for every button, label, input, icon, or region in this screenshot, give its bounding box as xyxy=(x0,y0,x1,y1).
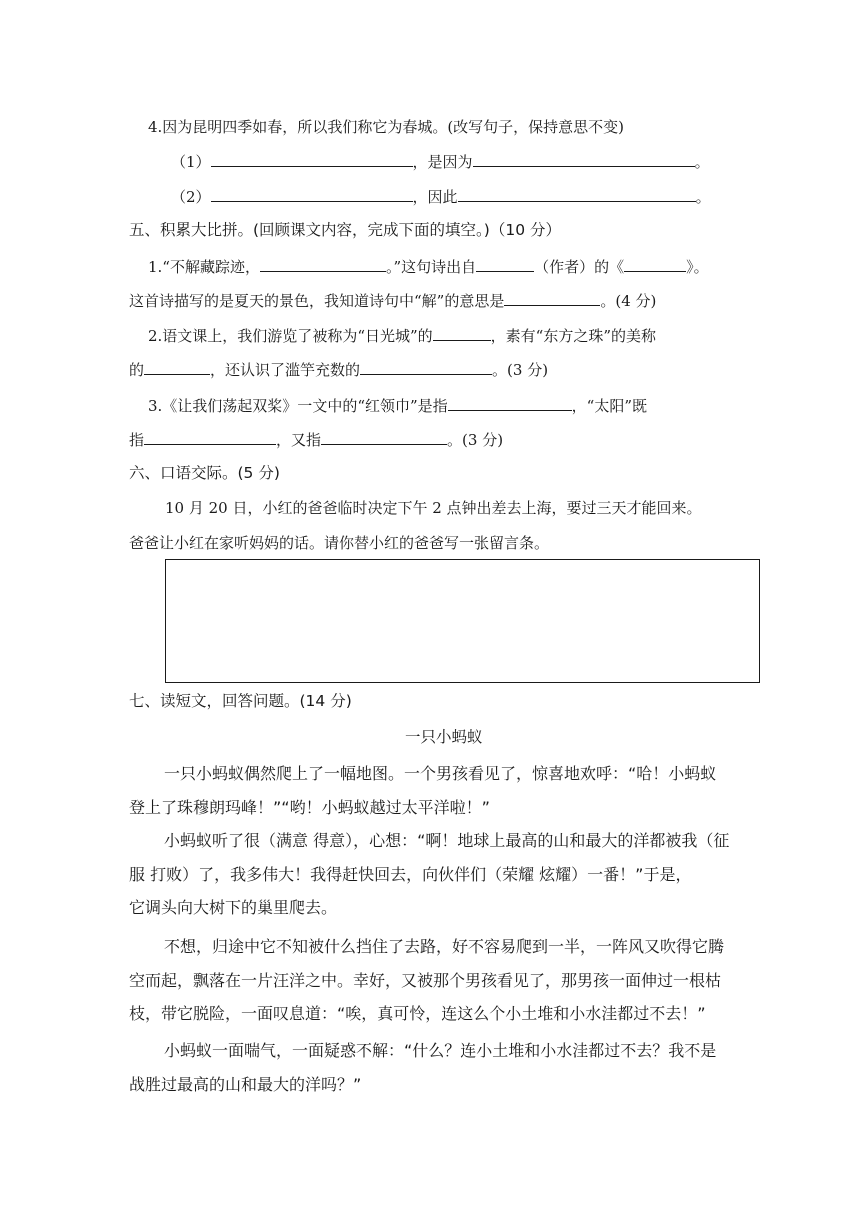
answer-blank[interactable] xyxy=(144,358,210,375)
s5-item3-line1 xyxy=(148,394,647,417)
s5-item1-text-f: 。(4 分) xyxy=(600,292,657,310)
passage-p3-line2: 空而起，飘落在一片汪洋之中。幸好，又被那个男孩看见了，那男孩一面伸过一根枯 xyxy=(129,971,722,990)
answer-blank[interactable] xyxy=(458,185,696,202)
s5-item1-text-e: 这首诗描写的是夏天的景色，我知道诗句中“解”的意思是 xyxy=(129,292,505,310)
answer-blank[interactable] xyxy=(211,150,413,167)
s5-item2-text-e: 。(3 分) xyxy=(492,361,549,379)
answer-blank[interactable] xyxy=(624,255,686,272)
answer-blank[interactable] xyxy=(360,358,492,375)
s5-item1-line2 xyxy=(129,289,656,312)
section-7-heading: 七、读短文，回答问题。(14 分) xyxy=(129,692,352,710)
answer-blank[interactable] xyxy=(473,150,695,167)
q4-row-1 xyxy=(171,150,710,173)
s5-item2-text-c: 的 xyxy=(129,361,145,379)
section-5-heading: 五、积累大比拼。(回顾课文内容，完成下面的填空。)（10 分） xyxy=(129,221,561,239)
passage-p2-line1: 小蚂蚁听了很（满意 得意），心想：“啊！地球上最高的山和最大的洋都被我（征 xyxy=(164,831,730,850)
answer-blank[interactable] xyxy=(144,428,276,445)
section-6-heading: 六、口语交际。(5 分) xyxy=(129,464,280,482)
answer-blank[interactable] xyxy=(260,255,386,272)
passage-p4-line1: 小蚂蚁一面喘气，一面疑惑不解：“什么？连小土堆和小水洼都过不去？我不是 xyxy=(164,1041,717,1060)
answer-blank[interactable] xyxy=(321,428,447,445)
answer-blank[interactable] xyxy=(448,394,572,411)
q4-row-2 xyxy=(171,185,711,208)
s5-item1-text-d: 》。 xyxy=(686,258,709,276)
s5-item1-line1 xyxy=(148,255,709,278)
passage-p1-line1: 一只小蚂蚁偶然爬上了一幅地图。一个男孩看见了，惊喜地欢呼：“哈！小蚂蚁 xyxy=(164,764,717,783)
s5-item3-text-e: 。(3 分) xyxy=(447,431,504,449)
s5-item1-text-a: 1.“不解藏踪迹， xyxy=(148,258,260,276)
s5-item3-text-b: ，“太阳”既 xyxy=(571,397,647,415)
passage-p3-line1: 不想，归途中它不知被什么挡住了去路，好不容易爬到一半，一阵风又吹得它腾 xyxy=(164,937,725,956)
s6-paragraph-line2: 爸爸让小红在家听妈妈的话。请你替小红的爸爸写一张留言条。 xyxy=(129,534,550,552)
s5-item3-line2 xyxy=(129,428,503,451)
s5-item3-text-c: 指 xyxy=(129,431,145,449)
passage-p2-line3: 它调头向大树下的巢里爬去。 xyxy=(129,898,338,917)
answer-blank[interactable] xyxy=(211,185,413,202)
answer-blank[interactable] xyxy=(504,289,600,306)
q4-row2-end: 。 xyxy=(695,188,711,206)
passage-p3-line3: 枝，带它脱险，一面叹息道：“唉，真可怜，连这么个小土堆和小水洼都过不去！” xyxy=(129,1004,706,1023)
answer-blank[interactable] xyxy=(476,255,534,272)
q4-row1-number: （1） xyxy=(171,153,211,171)
q4-prompt: 4.因为昆明四季如春，所以我们称它为春城。(改写句子，保持意思不变) xyxy=(148,118,625,136)
s5-item1-text-b: 。”这句诗出自 xyxy=(385,258,477,276)
s6-paragraph-line1: 10 月 20 日，小红的爸爸临时决定下午 2 点钟出差去上海，要过三天才能回来。 xyxy=(165,499,702,517)
s5-item2-text-b: ，素有“东方之珠”的美称 xyxy=(490,327,656,345)
message-writing-box[interactable] xyxy=(165,559,760,683)
s5-item1-text-c: （作者）的《 xyxy=(534,258,625,276)
s5-item2-text-d: ，还认识了滥竽充数的 xyxy=(210,361,361,379)
passage-p4-line2: 战胜过最高的山和最大的洋吗？” xyxy=(129,1075,362,1094)
s5-item3-text-a: 3.《让我们荡起双桨》一文中的“红领巾”是指 xyxy=(148,397,448,415)
q4-row2-mid: ，因此 xyxy=(412,188,458,206)
q4-row2-number: （2） xyxy=(171,188,211,206)
q4-row1-mid: ，是因为 xyxy=(412,153,473,171)
passage-title: 一只小蚂蚁 xyxy=(405,728,483,746)
s5-item2-line2 xyxy=(129,358,548,381)
s5-item2-text-a: 2.语文课上，我们游览了被称为“日光城”的 xyxy=(148,327,433,345)
passage-p1-line2: 登上了珠穆朗玛峰！”“哟！小蚂蚁越过太平洋啦！” xyxy=(129,798,490,817)
answer-blank[interactable] xyxy=(433,324,491,341)
s5-item2-line1 xyxy=(148,324,656,347)
passage-p2-line2: 服 打败）了，我多伟大！我得赶快回去，向伙伴们（荣耀 炫耀）一番！”于是， xyxy=(129,865,692,884)
s5-item3-text-d: ，又指 xyxy=(276,431,322,449)
q4-row1-end: 。 xyxy=(694,153,710,171)
